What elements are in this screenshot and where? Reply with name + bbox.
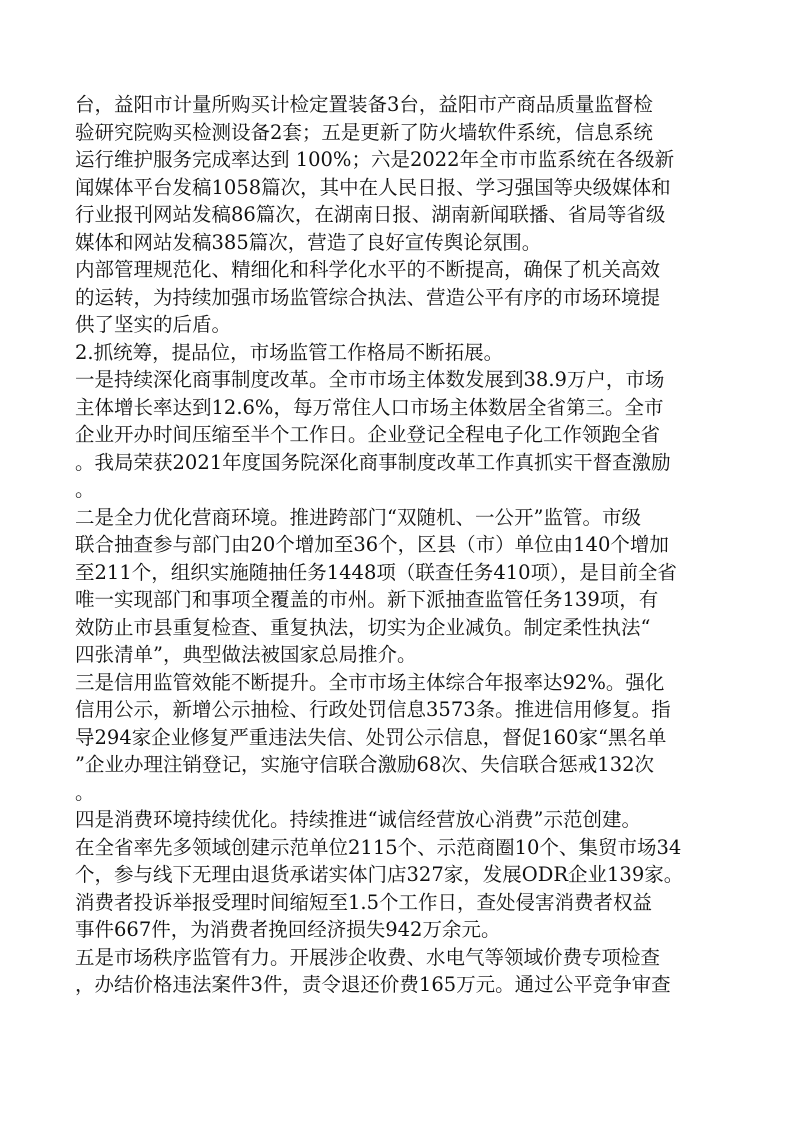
text-line: 台，益阳市计量所购买计检定置装备3台，益阳市产商品质量监督检 — [75, 93, 653, 116]
text-line: 三是信用监管效能不断提升。全市市场主体综合年报率达92%。强化 — [75, 670, 665, 694]
text-line: 媒体和网站发稿385篇次，营造了良好宣传舆论氛围。 — [75, 230, 542, 254]
text-line: 。 — [75, 780, 95, 804]
text-line: 一是持续深化商事制度改革。全市市场主体数发展到38.9万户，市场 — [75, 368, 665, 391]
text-line: 消费者投诉举报受理时间缩短至1.5个工作日，查处侵害消费者权益 — [75, 890, 653, 914]
text-line: 行业报刊网站发稿86篇次，在湖南日报、湖南新闻联播、省局等省级 — [75, 203, 666, 226]
text-line: 唯一实现部门和事项全覆盖的市州。新下派抽查监管任务139项，有 — [75, 588, 659, 611]
text-line: 五是市场秩序监管有力。开展涉企收费、水电气等领域价费专项检查 — [75, 945, 661, 969]
text-line: 联合抽查参与部门由20个增加至36个，区县（市）单位由140个增加 — [75, 533, 669, 556]
text-line: 内部管理规范化、精细化和科学化水平的不断提高，确保了机关高效 — [75, 258, 661, 281]
text-line: 主体增长率达到12.6%，每万常住人口市场主体数居全省第三。全市 — [75, 395, 664, 419]
text-line: 。我局荣获2021年度国务院深化商事制度改革工作真抓实干督查激励 — [75, 450, 671, 474]
text-line: 二是全力优化营商环境。推进跨部门“双随机、一公开”监管。市级 — [75, 505, 641, 529]
text-line: ”企业办理注销登记，实施守信联合激励68次、失信联合惩戒132次 — [75, 753, 655, 776]
text-line: 运行维护服务完成率达到 100%；六是2022年全市市监系统在各级新 — [75, 148, 675, 171]
text-line: 供了坚实的后盾。 — [75, 313, 232, 336]
text-line: ，办结价格违法案件3件，责令退还价费165万元。通过公平竞争审查 — [75, 973, 671, 996]
document-body — [75, 91, 725, 999]
text-line: 事件667件，为消费者挽回经济损失942万余元。 — [75, 918, 501, 941]
text-line: 企业开办时间压缩至半个工作日。企业登记全程电子化工作领跑全省 — [75, 423, 661, 446]
text-line: 个，参与线下无理由退货承诺实体门店327家，发展ODR企业139家。 — [75, 863, 684, 886]
text-line: 效防止市县重复检查、重复执法，切实为企业减负。制定柔性执法“ — [75, 615, 651, 639]
section-heading: 2.抓统筹，提品位，市场监管工作格局不断拓展。 — [75, 340, 504, 364]
text-line: 。 — [75, 478, 95, 501]
text-line: 导294家企业修复严重违法失信、处罚公示信息，督促160家“黑名单 — [75, 725, 667, 749]
text-line: 至211个，组织实施随抽任务1448项（联查任务410项），是目前全省 — [75, 560, 677, 584]
text-line: 的运转，为持续加强市场监管综合执法、营造公平有序的市场环境提 — [75, 285, 661, 309]
text-line: 验研究院购买检测设备2套；五是更新了防火墙软件系统，信息系统 — [75, 120, 653, 144]
text-line: 四是消费环境持续优化。持续推进“诚信经营放心消费”示范创建。 — [75, 808, 641, 831]
text-line: 在全省率先多领域创建示范单位2115个、示范商圈10个、集贸市场34 — [75, 835, 682, 859]
text-line: 闻媒体平台发稿1058篇次，其中在人民日报、学习强国等央级媒体和 — [75, 175, 671, 199]
text-line: 信用公示，新增公示抽检、行政处罚信息3573条。推进信用修复。指 — [75, 698, 671, 721]
text-line: 四张清单”，典型做法被国家总局推介。 — [75, 643, 417, 666]
